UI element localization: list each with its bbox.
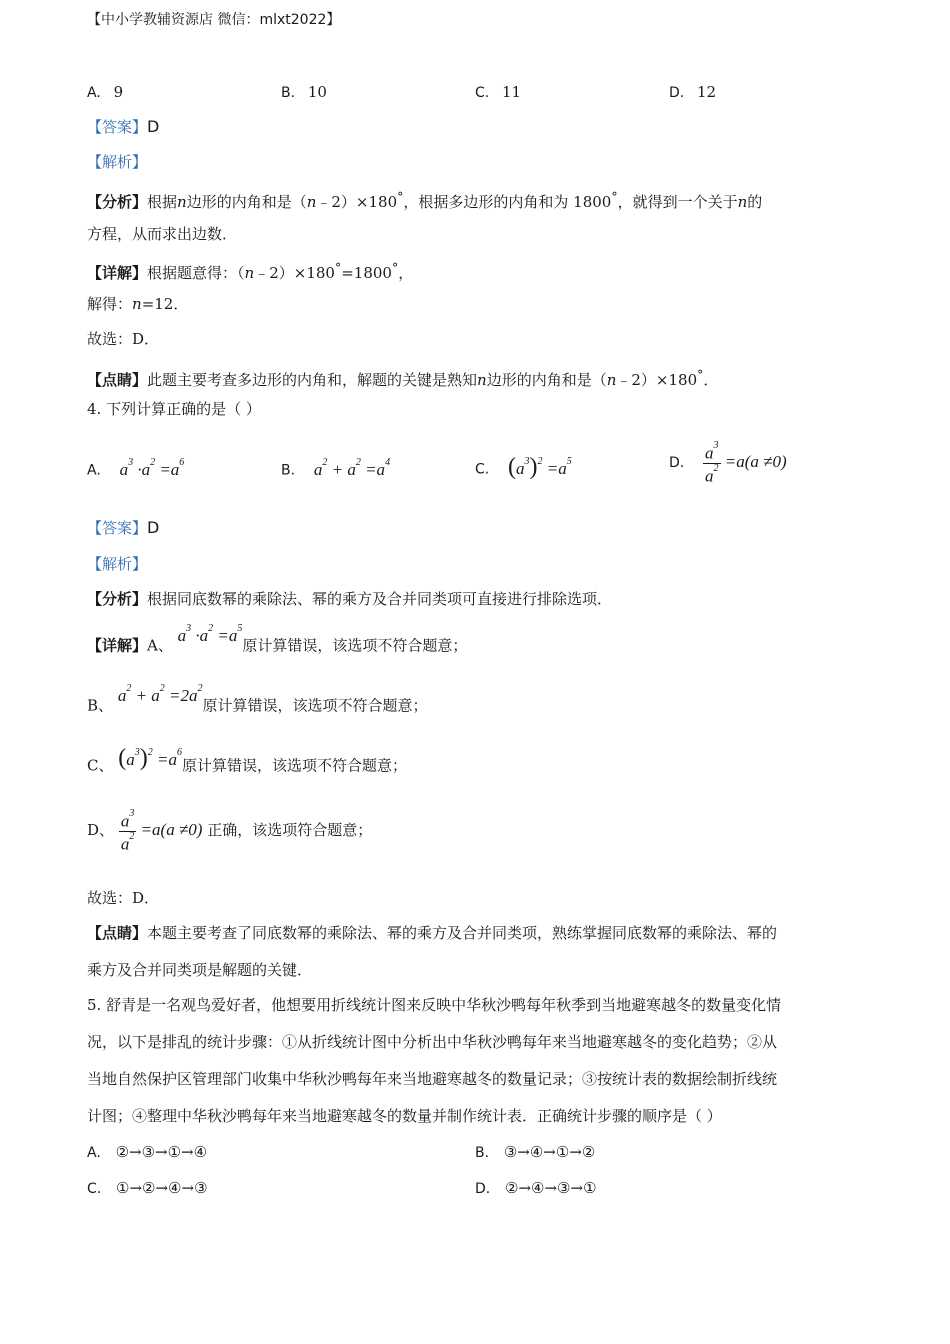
q3-dianjing: 【点睛】此题主要考查多边形的内角和，解题的关键是熟知n边形的内角和是（n﹣2）×180°． [87,367,719,389]
q4-guxuan: 故选：D． [87,889,160,907]
q4-detail-c: C、 $(a^3)^2 =a^6$原计算错误，该选项不符合题意； [87,744,408,775]
q3-option-c[interactable]: C. 11 [475,83,522,101]
q5-stem-line1: 5. 舒青是一名观鸟爱好者，他想要用折线统计图来反映中华秋沙鸭每年秋季到当地避寒越冬的数量变化情 [87,996,782,1014]
q3-option-b[interactable]: B. 10 [281,83,327,101]
q3-jiede: 解得：n=12． [87,295,189,313]
q5-option-b[interactable]: B. ③→④→①→② [475,1143,596,1161]
q3-option-a[interactable]: A. 9 [87,83,124,101]
q5-stem-line2: 况，以下是排乱的统计步骤：①从折线统计图中分析出中华秋沙鸭每年来当地避寒越冬的变化趋势；②从 [87,1033,778,1051]
q4-option-d-formula: $\frac{a^3}{a^2}$ =a(a ≠0) [705,439,787,486]
q4-analysis-label: 【解析】 [87,555,148,573]
q3-fenxi-line1: 【分析】根据n边形的内角和是（n﹣2）×180°，根据多边形的内角和为 1800°，就得到一个关于n的 [87,189,763,211]
q4-option-c[interactable]: C. $(a^3)^2 =a^5$ [475,453,572,480]
q4-dianjing-line1: 【点睛】本题主要考查了同底数幂的乘除法、幂的乘方及合并同类项，熟练掌握同底数幂的乘除法、幂的 [87,924,778,942]
q4-detail-b-formula: $a^2 + a^2 =2a^2$ [117,683,203,705]
q4-dianjing-line2: 乘方及合并同类项是解题的关键． [87,961,313,979]
q4-option-b-formula: $a^2 + a^2 =a^4$ [313,457,391,479]
q5-option-c[interactable]: C. ①→②→④→③ [87,1179,208,1197]
q3-xiangjie: 【详解】根据题意得：（n﹣2）×180°=1800°， [87,260,414,282]
q4-option-a-formula: $a^3 \cdot a^2 =a^6$ [119,457,185,479]
q4-detail-a-formula: $a^3 \cdot a^2 =a^5$ [177,623,243,645]
q4-detail-d-formula: $\frac{a^3}{a^2}$ =a(a ≠0) [120,807,203,854]
q3-guxuan: 故选：D． [87,330,160,348]
q4-detail-c-formula: $(a^3)^2 =a^6$ [118,744,182,771]
q4-option-b[interactable]: B. $a^2 + a^2 =a^4$ [281,457,391,479]
q4-fenxi: 【分析】根据同底数幂的乘除法、幂的乘方及合并同类项可直接进行排除选项． [87,590,613,608]
q4-stem: 4. 下列计算正确的是（ ） [87,400,261,418]
q5-option-d[interactable]: D. ②→④→③→① [475,1179,597,1197]
q4-option-d[interactable]: D. $\frac{a^3}{a^2}$ =a(a ≠0) [669,439,787,486]
q4-option-c-formula: $(a^3)^2 =a^5$ [508,453,572,480]
q3-answer: 【答案】D [87,117,160,136]
q4-option-a[interactable]: A. $a^3 \cdot a^2 =a^6$ [87,457,185,479]
q4-detail-b: B、 $a^2 + a^2 =2a^2$原计算错误，该选项不符合题意； [87,683,428,715]
q4-answer: 【答案】D [87,518,160,537]
q3-fenxi-line2: 方程，从而求出边数． [87,225,238,243]
header-watermark: 【中小学教辅资源店 微信：mlxt2022】 [87,12,341,28]
q3-analysis-label: 【解析】 [87,153,148,171]
q3-option-d[interactable]: D. 12 [669,83,717,101]
q4-detail-a: 【详解】A、 $a^3 \cdot a^2 =a^5$原计算错误，该选项不符合题意； [87,623,468,655]
q5-stem-line4: 计图；④整理中华秋沙鸭每年来当地避寒越冬的数量并制作统计表．正确统计步骤的顺序是（ ） [87,1107,722,1125]
q4-detail-d: D、 $\frac{a^3}{a^2}$ =a(a ≠0) 正确，该选项符合题意； [87,807,373,854]
q5-option-a[interactable]: A. ②→③→①→④ [87,1143,208,1161]
q5-stem-line3: 当地自然保护区管理部门收集中华秋沙鸭每年来当地避寒越冬的数量记录；③按统计表的数据绘制折线统 [87,1070,778,1088]
